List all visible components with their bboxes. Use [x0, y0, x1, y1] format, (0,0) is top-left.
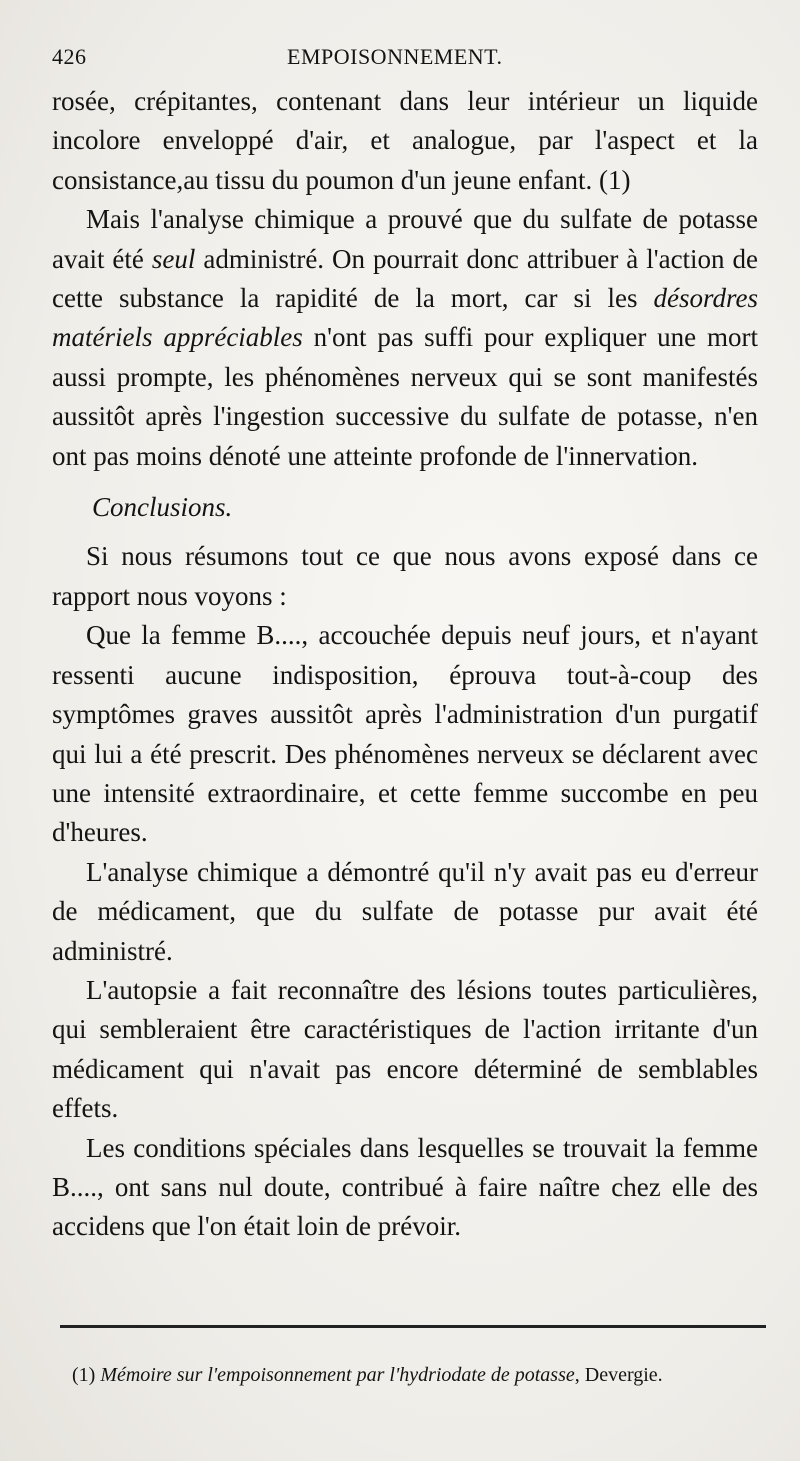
- text-span: administré. On pourrait donc attribuer à l'action de cette substance la rapidité de la mort, car si les: [52, 243, 758, 314]
- paragraph-continued: rosée, crépitantes, contenant dans leur intérieur un liquide incolore enveloppé d'air, et analogue, par l'aspect et la consistance,au tissu du poumon d'un jeune enfant. (1): [52, 86, 758, 195]
- paragraph-conclusion-1: Que la femme B...., accouchée depuis neuf jours, et n'ayant ressenti aucune indisposition, éprouva tout-à-coup des symptômes graves aussitôt après l'administration d'un purgatif qui lui a été prescrit. Des phénomènes nerveux se déclarent avec une intensité extraordinaire, et cette femme succombe en peu d'heures.: [52, 620, 758, 848]
- paragraph-analysis: [52, 200, 758, 476]
- footnote-marker: (1): [72, 1364, 101, 1386]
- page-number: 426: [52, 44, 87, 69]
- paragraph-conclusion-4: Les conditions spéciales dans lesquelles se trouvait la femme B...., ont sans nul doute, contribué à faire naître chez elle des accidens que l'on était loin de prévoir.: [52, 1132, 758, 1242]
- paragraph-conclusion-2: L'analyse chimique a démontré qu'il n'y avait pas eu d'erreur de médicament, que du sulfate de potasse pur avait été administré.: [52, 856, 758, 966]
- section-heading: Conclusions.: [92, 492, 233, 523]
- footnote-divider: [60, 1325, 766, 1328]
- running-header: [52, 44, 752, 76]
- footnote-text: [60, 1360, 770, 1390]
- running-title: EMPOISONNEMENT.: [287, 44, 503, 69]
- paragraph-summary: Si nous résumons tout ce que nous avons exposé dans ce rapport nous voyons :: [52, 541, 758, 611]
- paragraph-conclusion-3: L'autopsie a fait reconnaître des lésions toutes particulières, qui sembleraient être caractéristiques de l'action irritante d'un médicament qui n'avait pas encore déterminé de semblables effets.: [52, 974, 758, 1124]
- body-text: [52, 82, 758, 1247]
- footnote-title: Mémoire sur l'empoisonnement par l'hydriodate de potasse: [100, 1364, 575, 1386]
- emphasis-desordres: désordres matériels appréciables: [52, 283, 758, 353]
- text-span: n'ont pas suffi pour expliquer une mort aussi prompte, les phénomènes nerveux qui se sont manifestés aussitôt après l'ingestion successive du sulfate de potasse, n'en ont pas moins dénoté une atteinte profonde de l'innervation.: [52, 322, 758, 471]
- text-span: Mais l'analyse chimique a prouvé que du sulfate de potasse avait été: [52, 204, 758, 274]
- footnote-author: , Devergie.: [574, 1364, 663, 1386]
- emphasis-seul: seul: [151, 243, 196, 274]
- footnote: [60, 1360, 770, 1390]
